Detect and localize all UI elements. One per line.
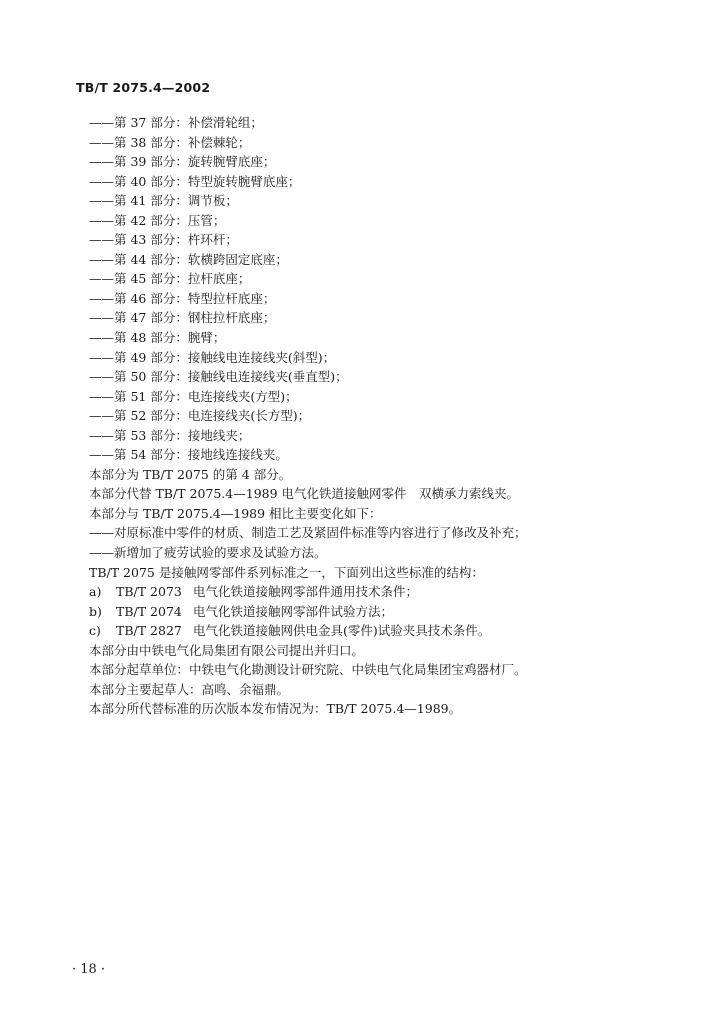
part-item: ——第 44 部分：软横跨固定底座；: [89, 251, 288, 267]
structure-list: [89, 582, 689, 641]
version-history-statement: 本部分所代替标准的历次版本发布情况为：TB/T 2075.4—1989。: [89, 701, 462, 717]
replaces-statement: 本部分代替 TB/T 2075.4—1989 电气化铁道接触网零件 双横承力索线夹。: [89, 486, 520, 502]
parts-list: [89, 113, 689, 465]
part-item: ——第 45 部分：拉杆底座；: [89, 271, 251, 287]
standard-code: TB/T 2073: [116, 584, 182, 600]
part-item: ——第 41 部分：调节板；: [89, 193, 238, 209]
part-item: ——第 52 部分：电连接线夹(长方型)；: [89, 408, 311, 424]
changes-intro: 本部分与 TB/T 2075.4—1989 相比主要变化如下：: [89, 505, 382, 521]
part-item: ——第 40 部分：特型旋转腕臂底座；: [89, 173, 301, 189]
part-item: ——第 42 部分：压管；: [89, 212, 226, 228]
list-marker: b): [89, 603, 102, 619]
proposer-statement: 本部分由中铁电气化局集团有限公司提出并归口。: [89, 642, 365, 658]
structure-list-item: [89, 582, 689, 602]
part-item: ——第 37 部分：补偿滑轮组；: [89, 115, 263, 130]
page-number: · 18 ·: [72, 962, 106, 977]
standard-code: TB/T 2074: [116, 603, 182, 619]
part-of-statement: 本部分为 TB/T 2075 的第 4 部分。: [89, 466, 292, 482]
structure-list-item: [89, 602, 689, 622]
standard-title: 电气化铁道接触网供电金具(零件)试验夹具技术条件。: [193, 623, 491, 639]
part-item: ——第 39 部分：旋转腕臂底座；: [89, 154, 276, 170]
part-item: ——第 43 部分：杵环杆；: [89, 232, 238, 248]
structure-list-item: [89, 621, 689, 641]
part-item: ——第 47 部分：钢柱拉杆底座；: [89, 310, 276, 326]
part-item: ——第 53 部分：接地线夹；: [89, 427, 251, 443]
part-item: ——第 49 部分：接触线电连接线夹(斜型)；: [89, 349, 336, 365]
change-item: ——对原标准中零件的材质、制造工艺及紧固件标准等内容进行了修改及补充；: [89, 525, 527, 541]
part-item: ——第 50 部分：接触线电连接线夹(垂直型)；: [89, 369, 348, 385]
standard-code: TB/T 2827: [116, 623, 182, 639]
standard-code-header: TB/T 2075.4—2002: [76, 80, 211, 95]
part-item: ——第 46 部分：特型拉杆底座；: [89, 290, 276, 306]
standard-title: 电气化铁道接触网零部件试验方法；: [193, 603, 394, 619]
list-marker: c): [89, 623, 101, 639]
list-marker: a): [89, 584, 102, 600]
main-drafters-statement: 本部分主要起草人：高鸣、余福鼎。: [89, 681, 290, 697]
change-item: ——新增加了疲劳试验的要求及试验方法。: [89, 545, 327, 561]
part-item: ——第 54 部分：接地线连接线夹。: [89, 447, 288, 463]
part-item: ——第 38 部分：补偿棘轮；: [89, 134, 251, 150]
drafting-units-statement: 本部分起草单位：中铁电气化勘测设计研究院、中铁电气化局集团宝鸡器材厂。: [89, 662, 527, 678]
series-intro: TB/T 2075 是接触网零部件系列标准之一，下面列出这些标准的结构：: [89, 564, 484, 580]
standard-title: 电气化铁道接触网零部件通用技术条件；: [193, 584, 419, 600]
part-item: ——第 51 部分：电连接线夹(方型)；: [89, 388, 298, 404]
part-item: ——第 48 部分：腕臂；: [89, 330, 226, 346]
document-body: [89, 113, 689, 719]
